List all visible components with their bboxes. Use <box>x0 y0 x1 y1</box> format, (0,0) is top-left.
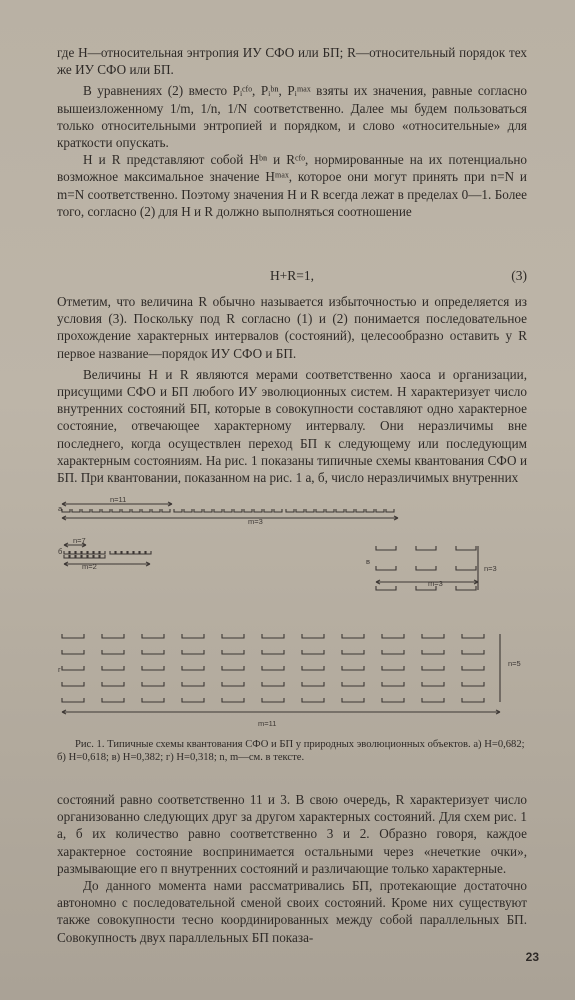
internal-state <box>122 509 130 512</box>
state-bracket <box>302 634 324 638</box>
text-block-middle <box>57 293 527 486</box>
state-bracket <box>382 682 404 686</box>
state-bracket <box>142 634 164 638</box>
state-bracket <box>456 566 476 570</box>
state-bracket <box>342 682 364 686</box>
label-b: б <box>58 547 63 556</box>
paragraph: До данного момента нами рассматривались БП, протекающие достаточно автономно с последовательной сменой своих состояний. Кроме них существуют также совокупности тесно координированных между собой параллельных БП. Совокупность двух параллельных БП показа- <box>57 878 527 945</box>
state-bracket <box>422 650 444 654</box>
state-bracket <box>62 682 84 686</box>
state-bracket <box>222 682 244 686</box>
state-bracket <box>302 650 324 654</box>
state-bracket <box>222 650 244 654</box>
internal-state <box>326 509 334 512</box>
internal-state <box>254 509 262 512</box>
internal-state <box>102 509 110 512</box>
internal-state <box>128 551 133 554</box>
internal-state <box>140 551 145 554</box>
internal-state <box>356 509 364 512</box>
state-bracket <box>422 698 444 702</box>
state-bracket <box>376 586 396 590</box>
internal-state <box>112 509 120 512</box>
internal-state <box>82 551 87 554</box>
internal-state <box>234 509 242 512</box>
internal-state <box>142 509 150 512</box>
page-number: 23 <box>525 950 539 964</box>
internal-state <box>110 551 115 554</box>
label-a-m: m=3 <box>248 517 263 526</box>
state-bracket <box>382 698 404 702</box>
internal-state <box>70 551 75 554</box>
internal-state <box>88 551 93 554</box>
internal-state <box>92 509 100 512</box>
state-bracket <box>262 634 284 638</box>
state-bracket <box>416 546 436 550</box>
internal-state <box>316 509 324 512</box>
figure-quantization-schemes <box>0 488 575 728</box>
internal-state <box>94 551 99 554</box>
state-bracket <box>342 698 364 702</box>
paragraph: где H—относительная энтропия ИУ СФО или БП; R—относительный порядок тех же ИУ СФО или БП. <box>57 45 527 78</box>
internal-state <box>100 555 105 558</box>
internal-state <box>152 509 160 512</box>
internal-state <box>376 509 384 512</box>
internal-state <box>336 509 344 512</box>
internal-state <box>146 551 151 554</box>
equation-formula: H+R=1, <box>269 268 315 283</box>
state-bracket <box>302 698 324 702</box>
internal-state <box>82 555 87 558</box>
internal-state <box>122 551 127 554</box>
label-a: а <box>58 504 63 513</box>
state-bracket <box>462 698 484 702</box>
label-g: г <box>58 665 61 674</box>
label-g-m: m=11 <box>258 719 277 728</box>
state-bracket <box>422 682 444 686</box>
state-bracket <box>62 666 84 670</box>
state-bracket <box>142 682 164 686</box>
internal-state <box>366 509 374 512</box>
state-bracket <box>142 698 164 702</box>
state-bracket <box>342 666 364 670</box>
state-bracket <box>262 650 284 654</box>
state-bracket <box>62 634 84 638</box>
state-bracket <box>182 634 204 638</box>
state-bracket <box>102 650 124 654</box>
state-bracket <box>62 650 84 654</box>
internal-state <box>76 551 81 554</box>
paragraph: Отметим, что величина R обычно называется избыточностью и определяется из условия (3). Поскольку под R согласно (1) и (2) понимается последовательное прохождение характерных интервалов (состояний), целесообразно оставить у R первое название—порядок ИУ СФО и БП. <box>57 294 527 361</box>
state-bracket <box>382 666 404 670</box>
state-bracket <box>422 666 444 670</box>
internal-state <box>72 509 80 512</box>
internal-state <box>386 509 394 512</box>
state-bracket <box>462 634 484 638</box>
state-bracket <box>376 566 396 570</box>
internal-state <box>184 509 192 512</box>
internal-state <box>76 555 81 558</box>
state-bracket <box>462 666 484 670</box>
state-bracket <box>262 666 284 670</box>
state-bracket <box>182 666 204 670</box>
state-bracket <box>376 546 396 550</box>
state-bracket <box>262 698 284 702</box>
label-v: в <box>366 557 370 566</box>
internal-state <box>274 509 282 512</box>
state-bracket <box>62 698 84 702</box>
internal-state <box>346 509 354 512</box>
internal-state <box>132 509 140 512</box>
internal-state <box>64 551 69 554</box>
paragraph: В уравнениях (2) вместо Pᵢᶜᶠᵒ, Pᵢᵇⁿ, Pᵢᵐᵃˣ взяты их значения, равные согласно вышеизложенному 1/m, 1/n, 1/N соответственно. Далее мы будем пользоваться только относительными энтропией и порядком, и слово «относительные» для краткости опускать. <box>57 83 527 151</box>
internal-state <box>296 509 304 512</box>
state-bracket <box>222 698 244 702</box>
state-bracket <box>462 682 484 686</box>
state-bracket <box>382 634 404 638</box>
label-b-n: n=7 <box>73 536 86 545</box>
text-block-top <box>57 44 527 220</box>
state-bracket <box>382 650 404 654</box>
state-bracket <box>102 634 124 638</box>
internal-state <box>88 555 93 558</box>
state-bracket <box>342 634 364 638</box>
paragraph: Величины H и R являются мерами соответственно хаоса и организации, присущими СФО и БП любого ИУ эволюционных систем. H характеризует число внутренних состояний БП, которые в совокупности составляют одно характерное состояние, отвечающее характерному интервалу. Они неразличимы вне последнего, когда осуществлен переход БП к следующему или последующим характерным состояниям. На рис. 1 показаны типичные схемы квантования СФО и БП. При квантовании, показанном на рис. 1 а, б, число неразличимых внутренних <box>57 366 527 486</box>
internal-state <box>194 509 202 512</box>
internal-state <box>70 555 75 558</box>
internal-state <box>116 551 121 554</box>
internal-state <box>286 509 294 512</box>
state-bracket <box>456 586 476 590</box>
state-bracket <box>416 566 436 570</box>
state-bracket <box>182 698 204 702</box>
internal-state <box>100 551 105 554</box>
state-bracket <box>182 682 204 686</box>
state-bracket <box>262 682 284 686</box>
caption-text: Рис. 1. Типичные схемы квантования СФО и БП у природных эволюционных объектов. а) H=0,682; б) H=0,618; в) H=0,382; г) H=0,318; n, m—см. в тексте. <box>57 739 525 763</box>
label-g-n: n=5 <box>508 659 521 668</box>
state-bracket <box>456 546 476 550</box>
text-block-bottom <box>57 791 527 946</box>
label-b-m: m=2 <box>82 562 97 571</box>
label-a-n: n=11 <box>110 495 127 504</box>
internal-state <box>174 509 182 512</box>
internal-state <box>306 509 314 512</box>
state-bracket <box>302 682 324 686</box>
equation-number: (3) <box>511 268 527 283</box>
internal-state <box>62 509 70 512</box>
state-bracket <box>142 650 164 654</box>
internal-state <box>224 509 232 512</box>
figure-caption <box>57 738 527 764</box>
paragraph: H и R представляют собой Hᵇⁿ и Rᶜᶠᵒ, нормированные на их потенциально возможное максимальное значение Hᵐᵃˣ, которое они могут принять при n=N и m=N соответственно. Поэтому значения H и R всегда лежат в пределах 0—1. Более того, согласно (2) для H и R должно выполняться соотношение <box>57 152 527 219</box>
internal-state <box>264 509 272 512</box>
internal-state <box>94 555 99 558</box>
internal-state <box>244 509 252 512</box>
internal-state <box>64 555 69 558</box>
internal-state <box>134 551 139 554</box>
state-bracket <box>222 666 244 670</box>
state-bracket <box>342 650 364 654</box>
label-v-m: m=3 <box>428 579 443 588</box>
state-bracket <box>182 650 204 654</box>
paragraph: состояний равно соответственно 11 и 3. В свою очередь, R характеризует число организованно следующих друг за другом характерных состояний. Для схем рис. 1 а, б их количество равно соответственно 3 и 2. Образно говоря, каждое характерное состояние воспринимается остальными через «нечеткие очки», размывающие его п внутренних состояний и различающие только характерные. <box>57 792 527 876</box>
state-bracket <box>102 682 124 686</box>
internal-state <box>204 509 212 512</box>
label-v-n: n=3 <box>484 564 497 573</box>
state-bracket <box>422 634 444 638</box>
internal-state <box>82 509 90 512</box>
state-bracket <box>462 650 484 654</box>
internal-state <box>214 509 222 512</box>
internal-state <box>162 509 170 512</box>
state-bracket <box>142 666 164 670</box>
state-bracket <box>302 666 324 670</box>
state-bracket <box>102 698 124 702</box>
state-bracket <box>102 666 124 670</box>
state-bracket <box>222 634 244 638</box>
